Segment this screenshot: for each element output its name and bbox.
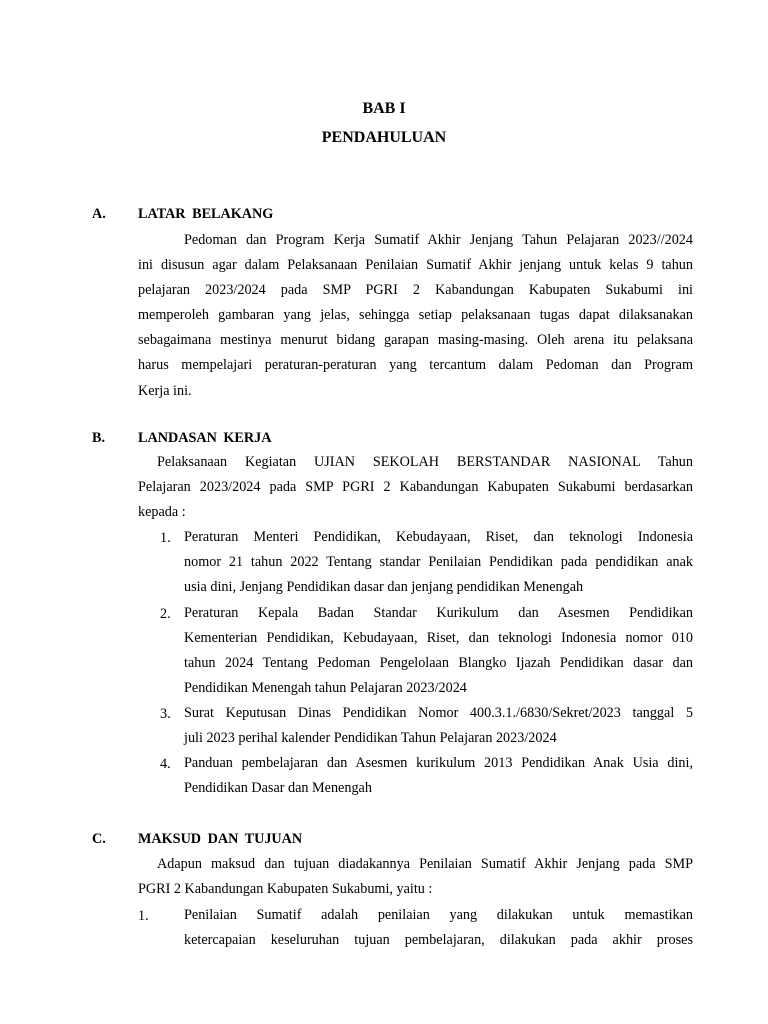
list-item-line: nomor 21 tahun 2022 Tentang standar Penilaian Pendidikan pada pendidikan anak [184, 554, 693, 570]
list-number: 1. [160, 530, 171, 546]
section-c-title: MAKSUD DAN TUJUAN [138, 831, 303, 847]
section-a-line: ini disusun agar dalam Pelaksanaan Penilaian Sumatif Akhir jenjang untuk kelas 9 tahun [138, 257, 693, 273]
chapter-title: PENDAHULUAN [321, 129, 447, 146]
section-b-intro-line: Pelajaran 2023/2024 pada SMP PGRI 2 Kabandungan Kabupaten Sukabumi berdasarkan [138, 479, 693, 495]
list-number: 2. [160, 606, 171, 622]
list-item-line: Penilaian Sumatif adalah penilaian yang dilakukan untuk memastikan [184, 907, 693, 923]
list-item-line: Surat Keputusan Dinas Pendidikan Nomor 400.3.1./6830/Sekret/2023 tanggal 5 [184, 705, 693, 721]
list-item-line: Panduan pembelajaran dan Asesmen kurikulum 2013 Pendidikan Anak Usia dini, [184, 755, 693, 771]
section-b-letter: B. [92, 430, 106, 446]
section-a-line: memperoleh gambaran yang jelas, sehingga setiap pelaksanaan tugas dapat dilaksanakan [138, 307, 693, 323]
list-item-line: Pendidikan Dasar dan Menengah [184, 780, 372, 796]
section-a-line: Kerja ini. [138, 383, 192, 399]
list-item-line: usia dini, Jenjang Pendidikan dasar dan jenjang pendidikan Menengah [184, 579, 584, 595]
section-b-intro-line: Pelaksanaan Kegiatan UJIAN SEKOLAH BERSTANDAR NASIONAL Tahun [157, 454, 693, 470]
list-item-line: tahun 2024 Tentang Pedoman Pengelolaan Blangko Ijazah Pendidikan dasar dan [184, 655, 693, 671]
list-item-line: Pendidikan Menengah tahun Pelajaran 2023/2024 [184, 680, 467, 696]
section-a-line: Pedoman dan Program Kerja Sumatif Akhir Jenjang Tahun Pelajaran 2023//2024 [184, 232, 693, 248]
section-c-letter: C. [92, 831, 106, 847]
section-b-title: LANDASAN KERJA [138, 430, 272, 446]
list-number: 1. [138, 908, 149, 924]
section-a-letter: A. [92, 206, 106, 222]
section-a-line: sebagaimana mestinya menurut bidang garapan masing-masing. Oleh arena itu pelaksana [138, 332, 693, 348]
list-item-line: Kementerian Pendidikan, Kebudayaan, Riset, dan teknologi Indonesia nomor 010 [184, 630, 693, 646]
section-a-line: pelajaran 2023/2024 pada SMP PGRI 2 Kabandungan Kabupaten Sukabumi ini [138, 282, 693, 298]
list-item-line: ketercapaian keseluruhan tujuan pembelajaran, dilakukan pada akhir proses [184, 932, 693, 948]
section-a-line: harus mempelajari peraturan-peraturan yang tercantum dalam Pedoman dan Program [138, 357, 693, 373]
section-c-intro-line: Adapun maksud dan tujuan diadakannya Penilaian Sumatif Akhir Jenjang pada SMP [157, 856, 693, 872]
list-number: 3. [160, 706, 171, 722]
list-item-line: Peraturan Menteri Pendidikan, Kebudayaan, Riset, dan teknologi Indonesia [184, 529, 693, 545]
list-item-line: Peraturan Kepala Badan Standar Kurikulum dan Asesmen Pendidikan [184, 605, 693, 621]
section-c-intro-line: PGRI 2 Kabandungan Kabupaten Sukabumi, yaitu : [138, 881, 433, 897]
section-b-intro-line: kepada : [138, 504, 186, 520]
list-number: 4. [160, 756, 171, 772]
chapter-number: BAB I [362, 100, 406, 117]
list-item-line: juli 2023 perihal kalender Pendidikan Tahun Pelajaran 2023/2024 [184, 730, 557, 746]
section-a-title: LATAR BELAKANG [138, 206, 274, 222]
